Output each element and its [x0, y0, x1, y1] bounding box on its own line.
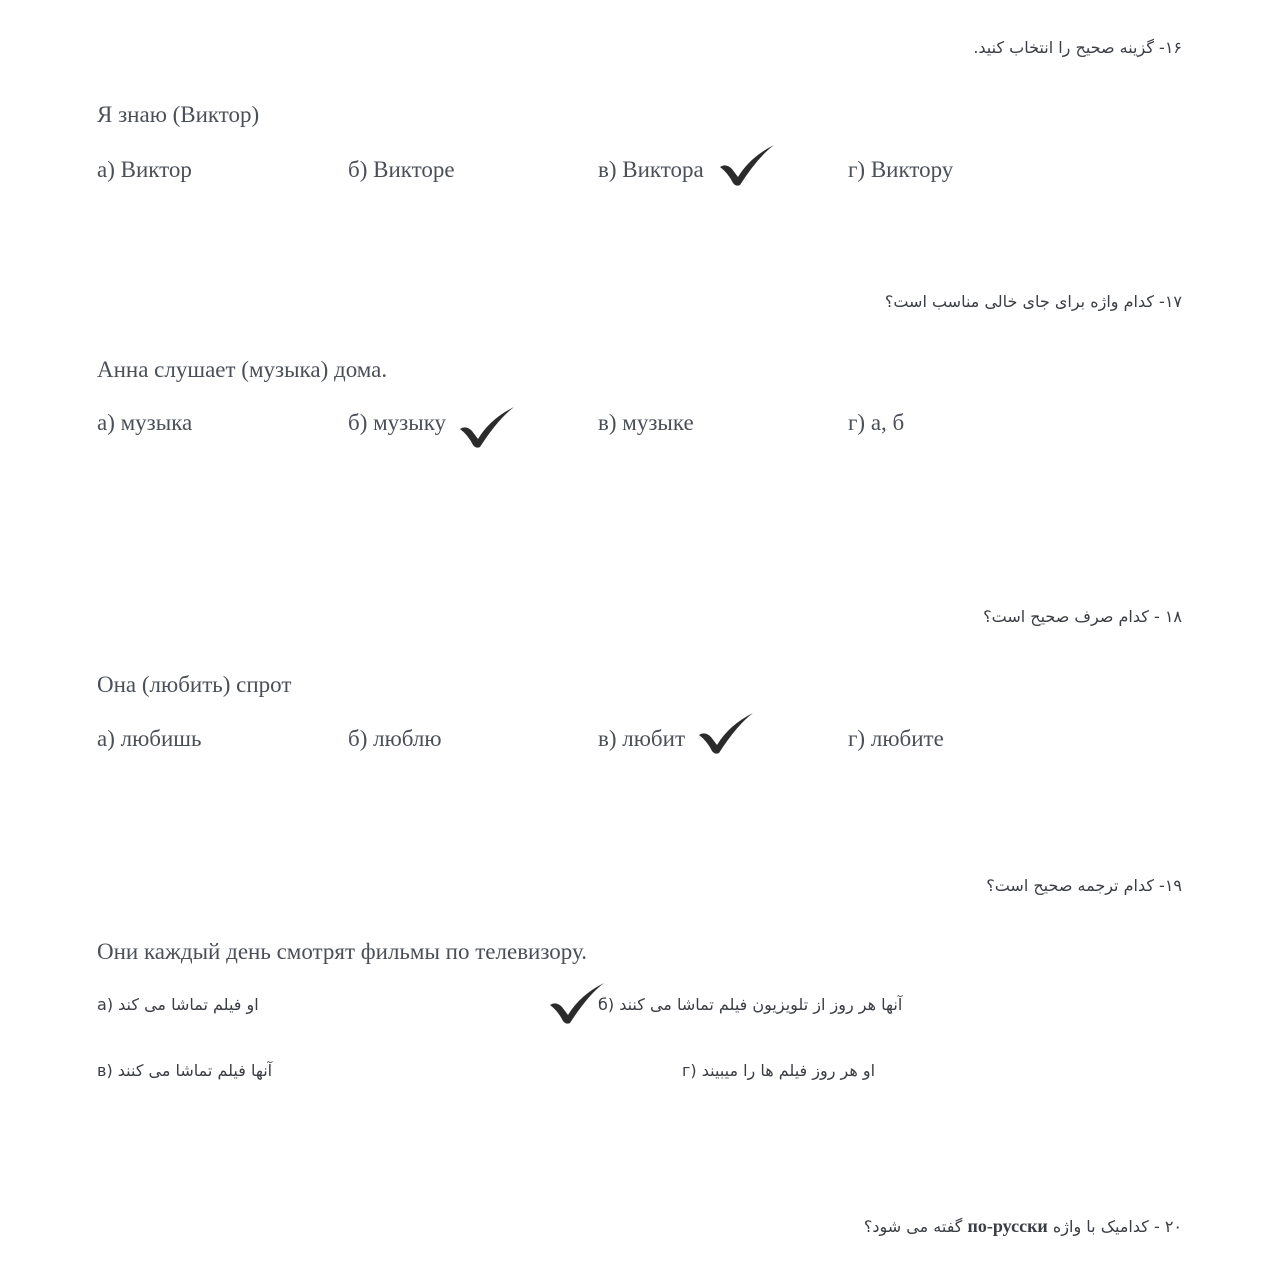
- q18-prompt: ۱۸ - کدام صرف صحیح است؟: [983, 607, 1182, 626]
- checkmark-icon: [458, 405, 516, 449]
- q17-option-d[interactable]: г) а, б: [848, 410, 905, 435]
- checkmark-icon: [697, 711, 755, 755]
- q19-prompt: ۱۹- کدام ترجمه صحیح است؟: [986, 876, 1182, 895]
- q17-option-a[interactable]: а) музыка: [97, 410, 193, 435]
- q16-option-b[interactable]: б) Викторе: [348, 157, 455, 182]
- q19-option-a[interactable]: او فیلم تماشا می کند (а: [97, 995, 259, 1014]
- checkmark-icon: [548, 981, 606, 1025]
- q16-option-a[interactable]: а) Виктор: [97, 157, 192, 182]
- q18-option-a[interactable]: а) любишь: [97, 726, 202, 751]
- q19-option-c[interactable]: آنها فیلم تماشا می کنند (в: [97, 1061, 273, 1080]
- q19-option-d[interactable]: او هر روز فیلم ها را میبیند (г: [682, 1061, 876, 1080]
- checkmark-icon: [718, 143, 776, 187]
- q17-option-b[interactable]: б) музыку: [348, 410, 447, 435]
- q18-option-c[interactable]: в) любит: [598, 726, 685, 751]
- q17-prompt: ۱۷- کدام واژه برای جای خالی مناسب است؟: [884, 292, 1182, 311]
- q16-stem: Я знаю (Виктор): [97, 102, 260, 127]
- q16-prompt: ۱۶- گزینه صحیح را انتخاب کنید.: [973, 38, 1182, 57]
- q20-prompt: [864, 1216, 1182, 1237]
- q20-prompt-post: گفته می شود؟: [863, 1217, 963, 1236]
- q16-option-d[interactable]: г) Виктору: [848, 157, 954, 182]
- q16-option-c[interactable]: в) Виктора: [598, 157, 704, 182]
- q18-option-b[interactable]: б) люблю: [348, 726, 442, 751]
- q20-prompt-pre: ۲۰ - کدامیک با واژه: [1052, 1217, 1182, 1236]
- q19-stem: Они каждый день смотрят фильмы по телевизору.: [97, 939, 587, 964]
- q19-option-b[interactable]: آنها هر روز از تلویزیون فیلم تماشا می کنند (б: [598, 995, 903, 1014]
- q17-stem: Анна слушает (музыка) дома.: [97, 357, 388, 382]
- q18-stem: Она (любить) спрот: [97, 672, 292, 697]
- q20-prompt-word: по-русски: [967, 1216, 1048, 1236]
- q18-option-d[interactable]: г) любите: [848, 726, 944, 751]
- q17-option-c[interactable]: в) музыке: [598, 410, 694, 435]
